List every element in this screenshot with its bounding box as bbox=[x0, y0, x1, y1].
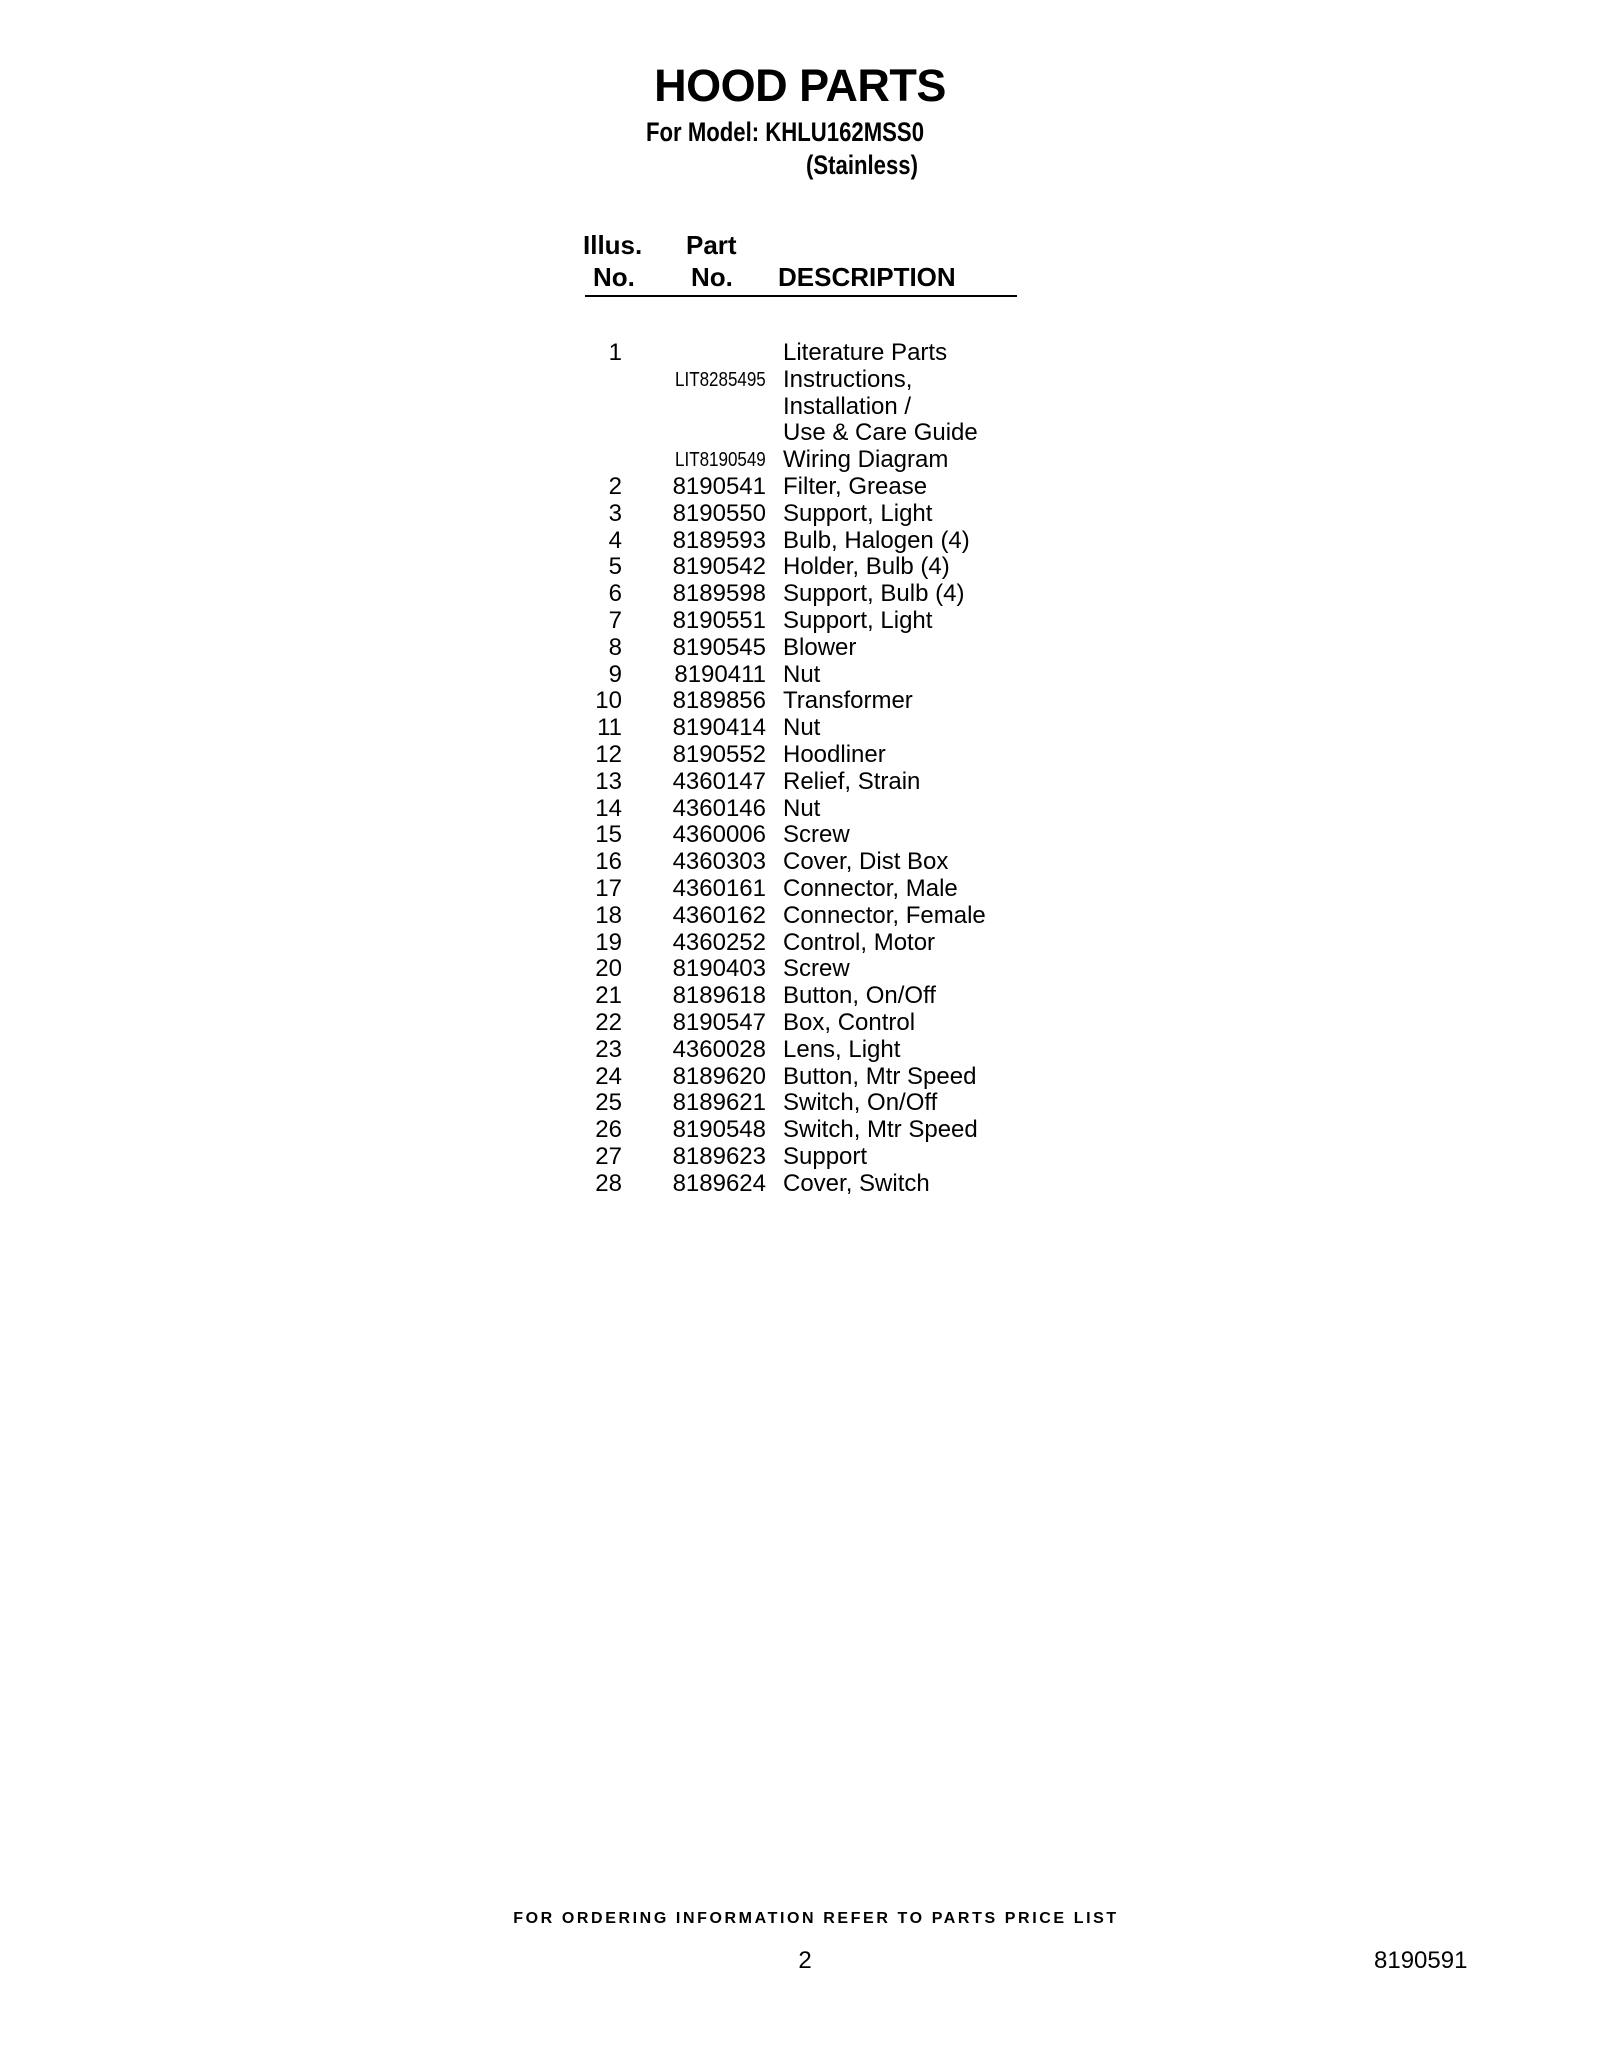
illus-number: 23 bbox=[595, 1035, 622, 1063]
part-description: Control, Motor bbox=[783, 928, 936, 956]
parts-row bbox=[580, 420, 1020, 447]
illus-number: 10 bbox=[595, 687, 622, 715]
illus-number: 19 bbox=[595, 928, 622, 956]
part-number: 8189598 bbox=[672, 580, 766, 608]
part-number: 4360162 bbox=[672, 901, 766, 929]
illus-number: 17 bbox=[595, 874, 622, 902]
part-description: Transformer bbox=[783, 687, 913, 715]
parts-row bbox=[580, 822, 1020, 849]
part-number: 8190548 bbox=[672, 1116, 766, 1144]
illus-number: 20 bbox=[595, 955, 622, 983]
parts-row bbox=[580, 742, 1020, 769]
parts-row bbox=[580, 662, 1020, 689]
part-description: Bulb, Halogen (4) bbox=[783, 526, 970, 554]
part-number: 8189618 bbox=[672, 982, 766, 1010]
part-number: 4360303 bbox=[672, 848, 766, 876]
part-description: Relief, Strain bbox=[783, 767, 921, 795]
parts-row bbox=[580, 1144, 1020, 1171]
illus-number: 16 bbox=[595, 848, 622, 876]
header-rule bbox=[585, 295, 1017, 297]
illus-number: 25 bbox=[595, 1089, 622, 1117]
parts-row bbox=[580, 1037, 1020, 1064]
parts-row bbox=[580, 501, 1020, 528]
finish-label: (Stainless) bbox=[806, 150, 918, 180]
part-description: Hoodliner bbox=[783, 740, 886, 768]
part-number: 8189620 bbox=[672, 1062, 766, 1090]
illus-number: 11 bbox=[597, 714, 622, 742]
illus-number: 1 bbox=[608, 339, 622, 366]
part-number: 8190545 bbox=[672, 633, 766, 661]
part-header-line2: No. bbox=[691, 262, 733, 292]
illus-number: 22 bbox=[595, 1008, 622, 1036]
illus-number: 14 bbox=[595, 794, 622, 822]
part-header-line1: Part bbox=[686, 230, 737, 260]
part-number: 8190541 bbox=[672, 472, 766, 500]
parts-row bbox=[580, 930, 1020, 957]
part-number: 4360146 bbox=[672, 794, 766, 822]
part-description: Switch, On/Off bbox=[783, 1089, 938, 1117]
part-description: Nut bbox=[783, 794, 821, 822]
illus-number: 6 bbox=[608, 580, 622, 608]
part-number: 4360028 bbox=[672, 1035, 766, 1063]
part-number: 8189593 bbox=[672, 526, 766, 554]
parts-row bbox=[580, 1090, 1020, 1117]
part-number: 8190552 bbox=[672, 740, 766, 768]
part-number: 8189856 bbox=[672, 687, 766, 715]
part-description: Support bbox=[783, 1142, 868, 1170]
parts-row bbox=[580, 715, 1020, 742]
part-description: Switch, Mtr Speed bbox=[783, 1116, 978, 1144]
part-number: 8189624 bbox=[672, 1169, 766, 1197]
part-number: 4360252 bbox=[672, 928, 766, 956]
parts-list bbox=[580, 340, 1020, 1198]
parts-row bbox=[580, 581, 1020, 608]
illus-number: 27 bbox=[595, 1142, 622, 1170]
illus-number: 13 bbox=[595, 767, 622, 795]
illus-number: 15 bbox=[595, 821, 622, 849]
illus-number: 4 bbox=[608, 526, 622, 554]
part-description: Support, Light bbox=[783, 499, 933, 527]
illus-number: 5 bbox=[608, 553, 622, 581]
parts-row bbox=[580, 367, 1020, 394]
parts-row bbox=[580, 447, 1020, 474]
parts-row bbox=[580, 528, 1020, 555]
part-number: 8190551 bbox=[672, 606, 766, 634]
model-line: For Model: KHLU162MSS0 bbox=[646, 117, 925, 147]
parts-row bbox=[580, 796, 1020, 823]
part-description: Cover, Switch bbox=[783, 1169, 930, 1197]
part-number: 8189621 bbox=[672, 1089, 766, 1117]
parts-row bbox=[580, 956, 1020, 983]
document-number: 8190591 bbox=[1374, 1947, 1468, 1974]
parts-row bbox=[580, 983, 1020, 1010]
part-description: Installation / bbox=[783, 392, 912, 420]
illus-number: 7 bbox=[608, 606, 622, 634]
illus-number: 28 bbox=[595, 1169, 622, 1197]
part-description: Wiring Diagram bbox=[783, 446, 949, 474]
part-description: Connector, Male bbox=[783, 874, 958, 902]
page-title: HOOD PARTS bbox=[654, 60, 946, 111]
part-description: Support, Light bbox=[783, 606, 933, 634]
illus-header-line2: No. bbox=[593, 262, 635, 292]
parts-row bbox=[580, 474, 1020, 501]
illus-number: 8 bbox=[608, 633, 622, 661]
part-number: 8190550 bbox=[672, 499, 766, 527]
parts-row bbox=[580, 876, 1020, 903]
illus-number: 12 bbox=[595, 740, 622, 768]
part-description: Blower bbox=[783, 633, 857, 661]
page-number: 2 bbox=[798, 1947, 812, 1974]
part-description: Instructions, bbox=[783, 365, 913, 393]
parts-row bbox=[580, 635, 1020, 662]
illus-number: 26 bbox=[595, 1116, 622, 1144]
part-description: Screw bbox=[783, 955, 850, 983]
part-number: 4360161 bbox=[672, 874, 766, 902]
illus-number: 3 bbox=[608, 499, 622, 527]
parts-row bbox=[580, 688, 1020, 715]
part-description: Connector, Female bbox=[783, 901, 986, 929]
parts-row bbox=[580, 903, 1020, 930]
illus-number: 9 bbox=[608, 660, 622, 688]
parts-row bbox=[580, 1117, 1020, 1144]
part-number: 4360147 bbox=[672, 767, 766, 795]
parts-row bbox=[580, 340, 1020, 367]
part-number: 8190414 bbox=[672, 714, 766, 742]
part-number: LIT8285495 bbox=[675, 368, 766, 391]
description-header: DESCRIPTION bbox=[778, 262, 956, 292]
part-description: Screw bbox=[783, 821, 850, 849]
illus-number: 18 bbox=[595, 901, 622, 929]
illus-number: 21 bbox=[595, 982, 622, 1010]
part-description: Literature Parts bbox=[783, 339, 948, 366]
part-description: Support, Bulb (4) bbox=[783, 580, 965, 608]
part-number: 8189623 bbox=[672, 1142, 766, 1170]
part-description: Button, Mtr Speed bbox=[783, 1062, 977, 1090]
part-description: Button, On/Off bbox=[783, 982, 936, 1010]
part-number: 8190403 bbox=[672, 955, 766, 983]
parts-row bbox=[580, 394, 1020, 421]
parts-row bbox=[580, 608, 1020, 635]
part-description: Use & Care Guide bbox=[783, 419, 978, 447]
parts-row bbox=[580, 769, 1020, 796]
illus-number: 24 bbox=[595, 1062, 622, 1090]
part-number: LIT8190549 bbox=[675, 449, 766, 472]
part-description: Box, Control bbox=[783, 1008, 916, 1036]
illus-number: 2 bbox=[608, 472, 622, 500]
part-number: 8190542 bbox=[672, 553, 766, 581]
parts-row bbox=[580, 1171, 1020, 1198]
illus-header-line1: Illus. bbox=[583, 230, 643, 260]
ordering-note: FOR ORDERING INFORMATION REFER TO PARTS PRICE LIST bbox=[513, 1910, 1119, 1927]
part-description: Nut bbox=[783, 714, 821, 742]
part-description: Cover, Dist Box bbox=[783, 848, 949, 876]
parts-row bbox=[580, 1010, 1020, 1037]
parts-row bbox=[580, 849, 1020, 876]
part-description: Filter, Grease bbox=[783, 472, 928, 500]
parts-row bbox=[580, 1064, 1020, 1091]
part-description: Lens, Light bbox=[783, 1035, 901, 1063]
part-description: Holder, Bulb (4) bbox=[783, 553, 950, 581]
part-number: 4360006 bbox=[672, 821, 766, 849]
part-number: 8190547 bbox=[672, 1008, 766, 1036]
part-number: 8190411 bbox=[674, 660, 766, 688]
parts-row bbox=[580, 554, 1020, 581]
part-description: Nut bbox=[783, 660, 821, 688]
